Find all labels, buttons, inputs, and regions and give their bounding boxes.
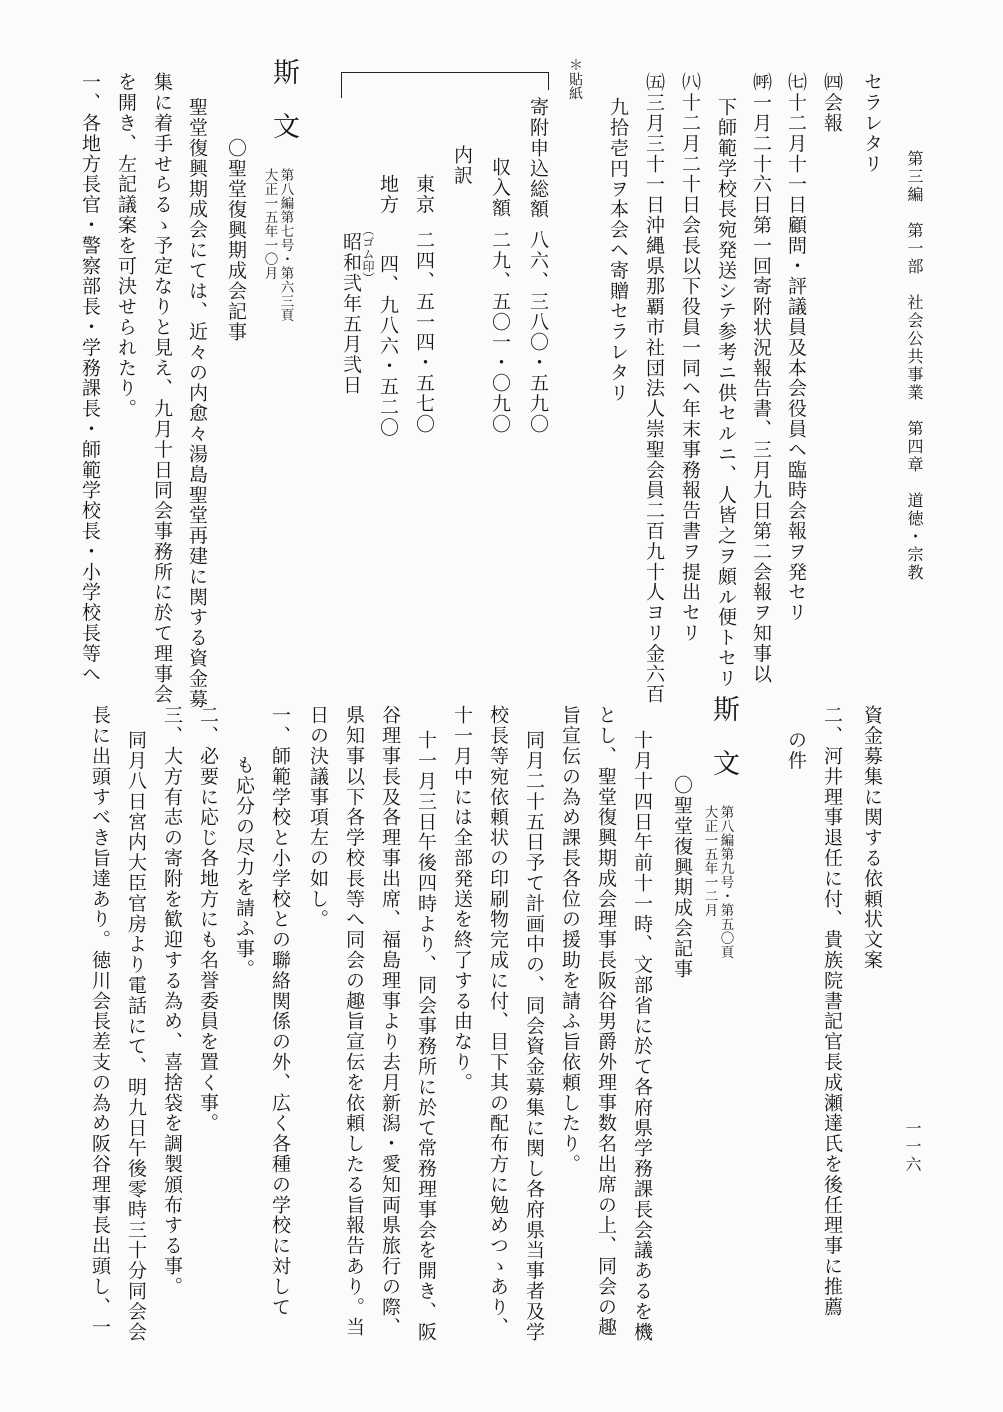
section-heading: ㈣会報 bbox=[821, 72, 843, 134]
text-line: セラレタリ bbox=[861, 72, 883, 174]
text-line: も応分の尽力を請ふ事。 bbox=[233, 755, 255, 980]
text-line: 谷理事長及各理事出席、福島理事より去月新潟・愛知両県旅行の際、 bbox=[379, 705, 401, 1338]
text-line: を開き、左記議案を可決せられたり。 bbox=[115, 72, 137, 419]
journal-title: 斯 文 bbox=[268, 58, 299, 139]
journal-title: 斯 文 bbox=[708, 695, 739, 776]
text-line: 一、師範学校と小学校との聯絡関係の外、広く各種の学校に対して bbox=[269, 705, 291, 1317]
text-line: の件 bbox=[785, 730, 807, 771]
journal-ref: 第八編第七号・第六三頁 bbox=[277, 168, 294, 322]
page-number: 一一六 bbox=[903, 1120, 922, 1174]
slip-bracket bbox=[341, 72, 549, 73]
text-line: ㈺一月二十六日第一回寄附状況報告書、三月九日第二会報ヲ知事以 bbox=[750, 72, 772, 684]
slip-value: 二四、五一四・五七〇 bbox=[413, 230, 435, 434]
text-line: 聖堂復興期成会にては、近々の内愈々湯島聖堂再建に関する資金募 bbox=[186, 97, 208, 709]
text-line: 県知事以下各学校長等へ同会の趣旨宣伝を依頼したる旨報告あり。当 bbox=[343, 705, 365, 1338]
text-line: 旨宣伝の為め課長各位の援助を請ふ旨依頼したり。 bbox=[559, 705, 581, 1175]
text-line: 十月十四日午前十一時、文部省に於て各府県学務課長会議あるを機 bbox=[631, 730, 653, 1342]
text-line: ㈧十二月二十日会長以下役員一同ヘ年末事務報告書ヲ提出セリ bbox=[679, 72, 701, 644]
article-title: 〇聖堂復興期成会記事 bbox=[225, 138, 247, 342]
hari-mark: ＊貼紙 bbox=[567, 58, 583, 100]
slip-label: 内訳 bbox=[451, 145, 473, 186]
article-title: 〇聖堂復興期成会記事 bbox=[671, 775, 693, 979]
slip-label: 収入額 bbox=[489, 157, 511, 219]
text-line: 二、必要に応じ各地方にも名誉委員を置く事。 bbox=[197, 705, 219, 1134]
slip-bracket-left bbox=[341, 72, 343, 98]
text-line: 日の決議事項左の如し。 bbox=[307, 705, 329, 930]
slip-label: 寄附申込総額 bbox=[527, 97, 549, 220]
slip-label: 東京 bbox=[413, 174, 435, 215]
slip-date: 昭和弐年五月弐日 bbox=[340, 232, 362, 396]
text-line: 資金募集に関する依頼状文案 bbox=[861, 705, 883, 971]
text-line: 長に出頭すべき旨達あり。徳川会長差支の為め阪谷理事長出頭し、一 bbox=[89, 705, 111, 1338]
text-line: 同月二十五日予て計画中の、同会資金募集に関し各府県当事者及学 bbox=[523, 730, 545, 1342]
journal-date: 大正一五年一二月 bbox=[701, 805, 718, 917]
text-line: ㈦十二月十一日顧問・評議員及本会役員ヘ臨時会報ヲ発セリ bbox=[785, 72, 807, 623]
slip-value: 二九、五〇一・〇九〇 bbox=[489, 230, 511, 434]
text-line: 下師範学校長宛発送シテ参考ニ供セルニ、人皆之ヲ頗ル便トセリ bbox=[715, 97, 737, 689]
text-line: 十一月中には全部発送を終了する由なり。 bbox=[451, 705, 473, 1093]
text-line: ㈤三月三十一日沖縄県那覇市社団法人崇聖会員二百九十人ヨリ金六百 bbox=[643, 72, 665, 705]
text-line: 十一月三日午後四時より、同会事務所に於て常務理事会を開き、阪 bbox=[415, 730, 437, 1342]
text-line: 同月八日宮内大臣官房より電話にて、明九日午後零時三十分同会会 bbox=[125, 730, 147, 1342]
running-header: 第三編 第一部 社会公共事業 第四章 道徳・宗教 bbox=[905, 150, 924, 582]
text-line: 一、各地方長官・警察部長・学務課長・師範学校長・小学校長等へ bbox=[79, 72, 101, 684]
slip-value: 四、九八六・五二〇 bbox=[377, 254, 399, 438]
rubber-stamp-note: （ゴム印） bbox=[361, 224, 375, 284]
text-line: 二、河井理事退任に付、貴族院書記官長成瀬達氏を後任理事に推薦 bbox=[821, 705, 843, 1317]
text-line: 校長等宛依頼状の印刷物完成に付、目下其の配布方に勉めつゝあり、 bbox=[487, 705, 509, 1338]
journal-ref: 第八編第九号・第五〇頁 bbox=[717, 805, 734, 959]
slip-value: 八六、三八〇・五九〇 bbox=[527, 230, 549, 434]
text-line: とし、聖堂復興期成会理事長阪谷男爵外理事数名出席の上、同会の趣 bbox=[595, 705, 617, 1338]
slip-bracket-right bbox=[548, 72, 550, 90]
text-line: 集に着手せらるゝ予定なりと見え、九月十日同会事務所に於て理事会 bbox=[151, 72, 173, 705]
text-line: 三、大方有志の寄附を歓迎する為め、喜捨袋を調製頒布する事。 bbox=[161, 705, 183, 1297]
text-line: 九拾壱円ヲ本会ヘ寄贈セラレタリ bbox=[607, 97, 629, 403]
journal-date: 大正一五年一〇月 bbox=[261, 168, 278, 280]
slip-label: 地方 bbox=[377, 174, 399, 215]
